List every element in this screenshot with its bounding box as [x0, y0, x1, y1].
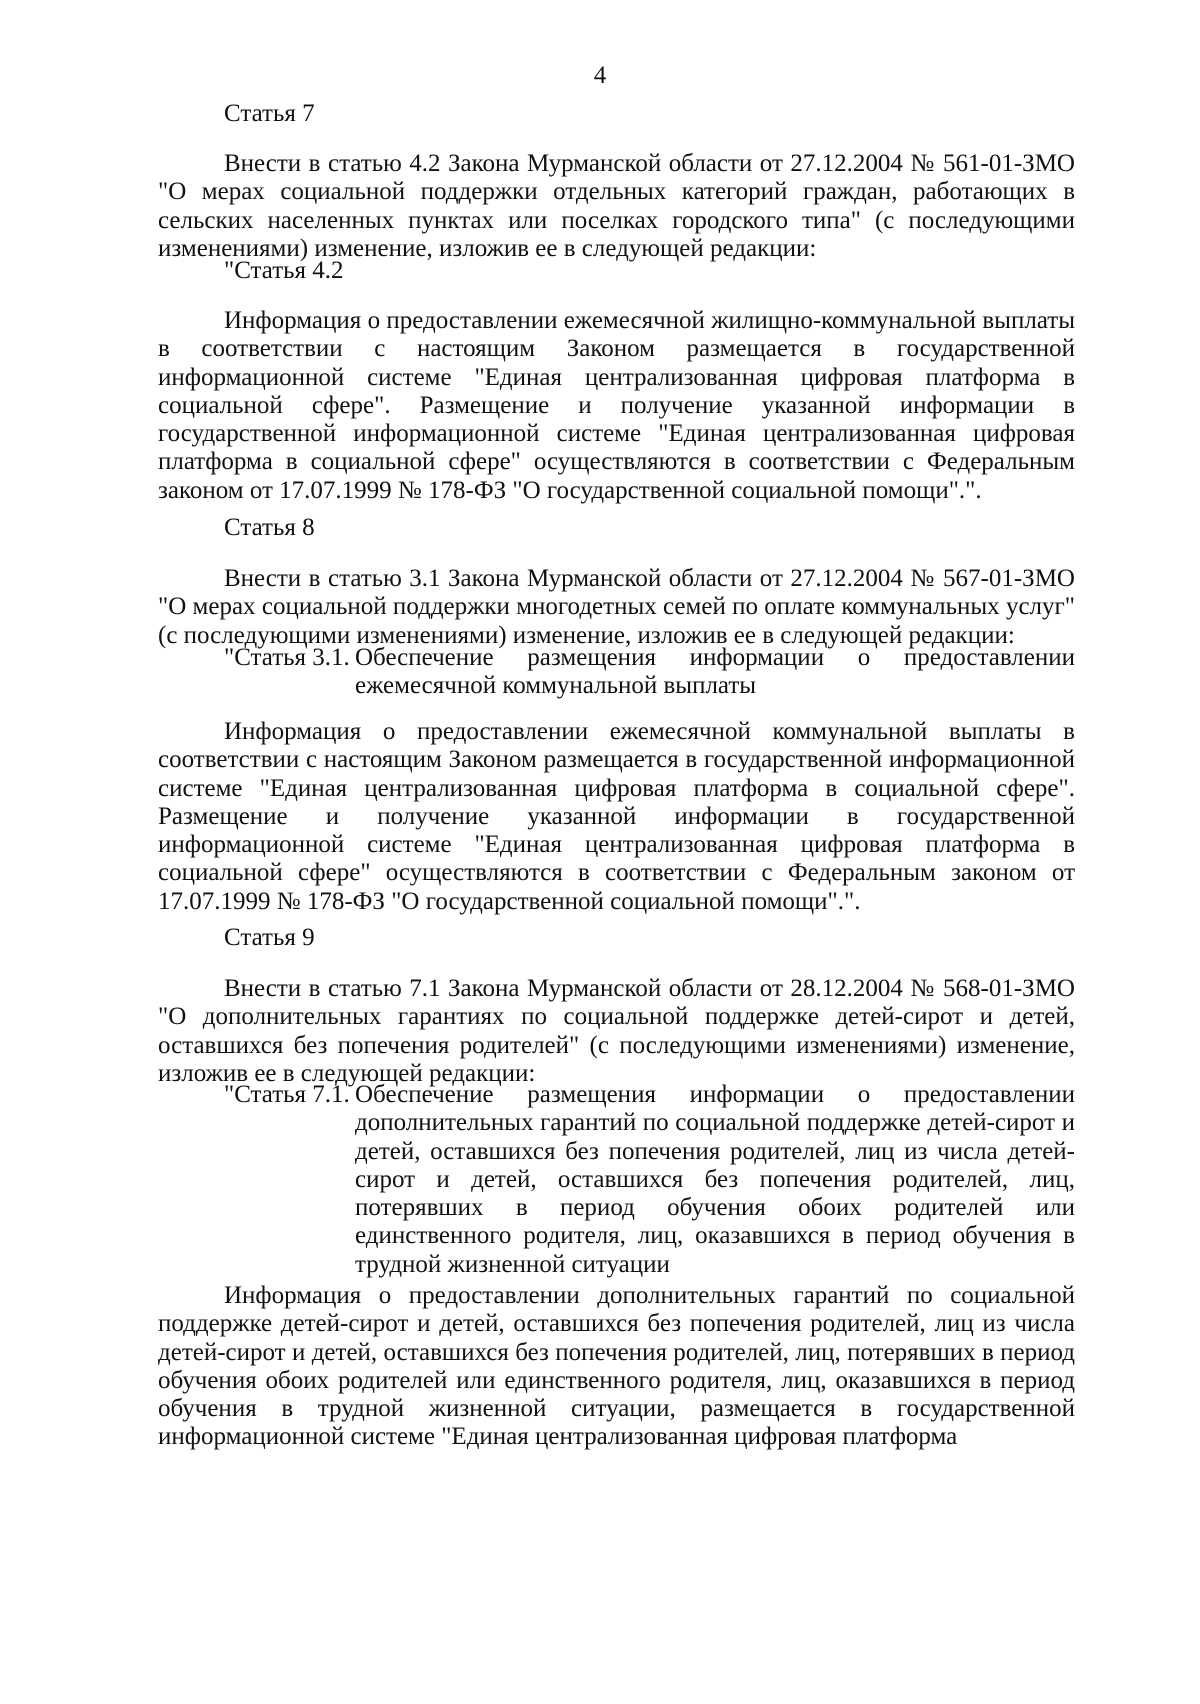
article-9-quoted-heading: [224, 1081, 1075, 1278]
article-7-intro: Внести в статью 4.2 Закона Мурманской области от 27.12.2004 № 561-01-ЗМО "О мерах социальной поддержки отдельных категорий граждан, работающих в сельских населенных пунктах или поселках городского типа" (с последующими изменениями) изменение, изложив ее в следующей редакции:: [158, 150, 1075, 262]
article-7-heading: Статья 7: [224, 100, 315, 127]
article-8-intro: Внести в статью 3.1 Закона Мурманской области от 27.12.2004 № 567-01-ЗМО "О мерах социальной поддержки многодетных семей по оплате коммунальных услуг" (с последующими изменениями) изменение, изложив ее в следующей редакции:: [158, 565, 1075, 649]
article-8-quoted-number: "Статья 3.1.: [224, 644, 350, 671]
article-9-intro: Внести в статью 7.1 Закона Мурманской области от 28.12.2004 № 568-01-ЗМО "О дополнительных гарантиях по социальной поддержке детей-сирот и детей, оставшихся без попечения родителей" (с последующими изменениями) изменение, изложив ее в следующей редакции:: [158, 975, 1075, 1087]
page-number: 4: [593, 62, 607, 89]
article-8-quoted-heading: [224, 644, 1075, 702]
article-9-heading: Статья 9: [224, 924, 315, 951]
article-8-heading: Статья 8: [224, 514, 315, 541]
article-9-quoted-title: Обеспечение размещения информации о предоставлении дополнительных гарантий по социальной поддержке детей-сирот и детей, оставшихся без попечения родителей, лиц из числа детей-сирот и детей, оставшихся без попечения родителей, лиц, потерявших в период обучения обоих родителей или единственного родителя, лиц, оказавшихся в период обучения в трудной жизненной ситуации: [355, 1081, 1075, 1278]
article-8-body: Информация о предоставлении ежемесячной коммунальной выплаты в соответствии с настоящим Законом размещается в государственной информационной системе "Единая централизованная цифровая платформа в социальной сфере". Размещение и получение указанной информации в государственной информационной системе "Единая централизованная цифровая платформа в социальной сфере" осуществляются в соответствии с Федеральным законом от 17.07.1999 № 178-ФЗ "О государственной социальной помощи".".: [158, 718, 1075, 915]
article-8-quoted-title: Обеспечение размещения информации о предоставлении ежемесячной коммунальной выплаты: [355, 644, 1075, 700]
article-7-body: Информация о предоставлении ежемесячной жилищно-коммунальной выплаты в соответствии с настоящим Законом размещается в государственной информационной системе "Единая централизованная цифровая платформа в социальной сфере". Размещение и получение указанной информации в государственной информационной системе "Единая централизованная цифровая платформа в социальной сфере" осуществляются в соответствии с Федеральным законом от 17.07.1999 № 178-ФЗ "О государственной социальной помощи".".: [158, 307, 1075, 504]
article-9-quoted-number: "Статья 7.1.: [224, 1081, 350, 1108]
article-7-quoted-heading: "Статья 4.2: [224, 257, 344, 284]
article-9-body: Информация о предоставлении дополнительных гарантий по социальной поддержке детей-сирот и детей, оставшихся без попечения родителей, лиц из числа детей-сирот и детей, оставшихся без попечения родителей, лиц, потерявших в период обучения обоих родителей или единственного родителя, лиц, оказавшихся в период обучения в трудной жизненной ситуации, размещается в государственной информационной системе "Единая централизованная цифровая платформа: [158, 1282, 1075, 1451]
